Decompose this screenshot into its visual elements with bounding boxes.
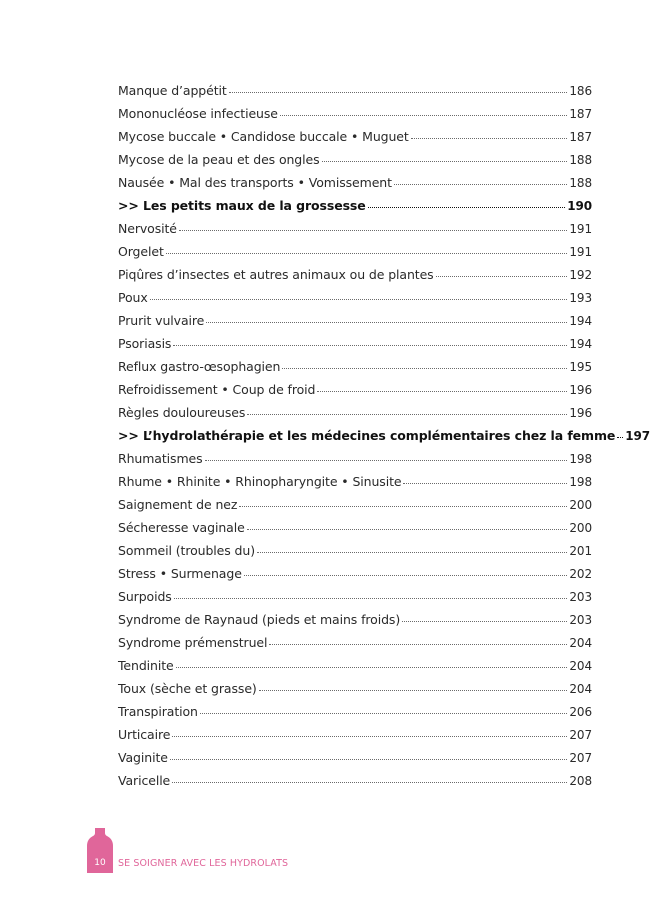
toc-entry-page: 193	[569, 291, 592, 305]
dot-leader	[176, 667, 568, 668]
toc-entry	[118, 129, 592, 152]
dot-leader	[322, 161, 568, 162]
dot-leader	[436, 276, 568, 277]
toc-entry-page: 187	[569, 130, 592, 144]
toc-entry-page: 198	[569, 452, 592, 466]
toc-entry-title: Prurit vulvaire	[118, 313, 205, 328]
toc-entry-title: Surpoids	[118, 589, 172, 604]
toc-entry-page: 202	[569, 567, 592, 581]
toc-entry-page: 190	[567, 199, 592, 213]
toc-entry-page: 192	[569, 268, 592, 282]
toc-entry-title: Nausée • Mal des transports • Vomissement	[118, 175, 392, 190]
toc-entry	[118, 152, 592, 175]
toc-entry-page: 191	[569, 245, 592, 259]
toc-entry-title: Varicelle	[118, 773, 171, 788]
toc-entry-page: 206	[569, 705, 592, 719]
dot-leader	[172, 782, 567, 783]
dot-leader	[179, 230, 567, 231]
toc-entry	[118, 566, 592, 589]
dot-leader	[269, 644, 567, 645]
toc-entry-page: 207	[569, 728, 592, 742]
toc-entry	[118, 290, 592, 313]
toc-entry-page: 200	[569, 521, 592, 535]
toc-entry-page: 201	[569, 544, 592, 558]
dot-leader	[411, 138, 568, 139]
toc-entry-title: Refroidissement • Coup de froid	[118, 382, 316, 397]
toc-entry-title: Reflux gastro-œsophagien	[118, 359, 281, 374]
toc-entry	[118, 520, 592, 543]
toc-entry	[118, 589, 592, 612]
dot-leader	[247, 529, 568, 530]
toc-entry	[118, 175, 592, 198]
dot-leader	[150, 299, 568, 300]
toc-entry-page: 203	[569, 590, 592, 604]
toc-section-entry	[118, 198, 592, 221]
toc-entry-page: 186	[569, 84, 592, 98]
toc-entry	[118, 727, 592, 750]
dot-leader	[206, 322, 567, 323]
toc-entry-page: 197	[625, 429, 650, 443]
toc-entry-title: Tendinite	[118, 658, 174, 673]
toc-entry-page: 191	[569, 222, 592, 236]
dot-leader	[317, 391, 567, 392]
dot-leader	[229, 92, 568, 93]
toc-entry-page: 204	[569, 659, 592, 673]
toc-entry	[118, 244, 592, 267]
toc-entry-title: >> L’hydrolathérapie et les médecines complémentaires chez la femme	[118, 428, 616, 443]
toc-entry-title: Rhume • Rhinite • Rhinopharyngite • Sinusite	[118, 474, 402, 489]
dot-leader	[280, 115, 568, 116]
toc-entry	[118, 267, 592, 290]
toc-entry-title: Règles douloureuses	[118, 405, 246, 420]
dot-leader	[170, 759, 568, 760]
toc-entry-page: 188	[569, 176, 592, 190]
toc-entry-page: 196	[569, 406, 592, 420]
toc-entry-title: Toux (sèche et grasse)	[118, 681, 257, 696]
toc-entry-page: 204	[569, 636, 592, 650]
toc-entry	[118, 612, 592, 635]
dot-leader	[173, 345, 567, 346]
toc-entry	[118, 405, 592, 428]
dot-leader	[394, 184, 567, 185]
toc-entry-title: >> Les petits maux de la grossesse	[118, 198, 366, 213]
toc-entry-title: Saignement de nez	[118, 497, 238, 512]
toc-entry	[118, 773, 592, 796]
running-title: SE SOIGNER AVEC LES HYDROLATS	[118, 858, 289, 869]
toc-entry-title: Urticaire	[118, 727, 171, 742]
dot-leader	[166, 253, 568, 254]
toc-entry	[118, 451, 592, 474]
toc-entry	[118, 83, 592, 106]
toc-entry-page: 200	[569, 498, 592, 512]
toc-entry-title: Rhumatismes	[118, 451, 203, 466]
dot-leader	[244, 575, 568, 576]
toc-entry-title: Piqûres d’insectes et autres animaux ou de plantes	[118, 267, 434, 282]
toc-entry-title: Syndrome de Raynaud (pieds et mains froids)	[118, 612, 401, 627]
dot-leader	[402, 621, 567, 622]
toc-entry-page: 204	[569, 682, 592, 696]
dot-leader	[200, 713, 568, 714]
toc-entry-title: Mycose buccale • Candidose buccale • Muguet	[118, 129, 409, 144]
dot-leader	[205, 460, 568, 461]
toc-entry-title: Mycose de la peau et des ongles	[118, 152, 320, 167]
toc-entry	[118, 382, 592, 405]
toc-entry-title: Poux	[118, 290, 148, 305]
toc-entry-page: 194	[569, 337, 592, 351]
dot-leader	[239, 506, 567, 507]
table-of-contents	[118, 83, 650, 796]
toc-entry-title: Manque d’appétit	[118, 83, 227, 98]
dot-leader	[368, 207, 566, 208]
dot-leader	[247, 414, 567, 415]
toc-entry-page: 187	[569, 107, 592, 121]
toc-entry	[118, 359, 592, 382]
toc-entry	[118, 336, 592, 359]
toc-section-entry	[118, 428, 650, 451]
toc-entry-page: 188	[569, 153, 592, 167]
toc-entry-page: 195	[569, 360, 592, 374]
toc-entry-title: Transpiration	[118, 704, 198, 719]
toc-entry-title: Syndrome prémenstruel	[118, 635, 268, 650]
toc-entry-page: 196	[569, 383, 592, 397]
dot-leader	[174, 598, 568, 599]
toc-entry-page: 208	[569, 774, 592, 788]
toc-entry	[118, 635, 592, 658]
toc-entry	[118, 221, 592, 244]
toc-entry-title: Stress • Surmenage	[118, 566, 242, 581]
toc-entry-title: Vaginite	[118, 750, 168, 765]
dot-leader	[257, 552, 567, 553]
toc-entry-title: Psoriasis	[118, 336, 172, 351]
dot-leader	[282, 368, 567, 369]
toc-entry	[118, 497, 592, 520]
toc-entry	[118, 106, 592, 129]
toc-entry	[118, 313, 592, 336]
toc-entry-title: Mononucléose infectieuse	[118, 106, 278, 121]
toc-entry-title: Orgelet	[118, 244, 164, 259]
toc-entry-page: 203	[569, 613, 592, 627]
dot-leader	[403, 483, 567, 484]
toc-entry-page: 198	[569, 475, 592, 489]
dot-leader	[172, 736, 567, 737]
toc-entry-page: 194	[569, 314, 592, 328]
toc-entry-title: Nervosité	[118, 221, 177, 236]
toc-entry	[118, 750, 592, 773]
toc-entry	[118, 704, 592, 727]
toc-entry	[118, 658, 592, 681]
toc-entry-page: 207	[569, 751, 592, 765]
dot-leader	[259, 690, 568, 691]
page-number: 10	[94, 858, 106, 868]
toc-entry	[118, 681, 592, 704]
toc-entry	[118, 474, 592, 497]
dot-leader	[617, 437, 623, 438]
toc-entry	[118, 543, 592, 566]
toc-entry-title: Sommeil (troubles du)	[118, 543, 255, 558]
toc-entry-title: Sécheresse vaginale	[118, 520, 245, 535]
